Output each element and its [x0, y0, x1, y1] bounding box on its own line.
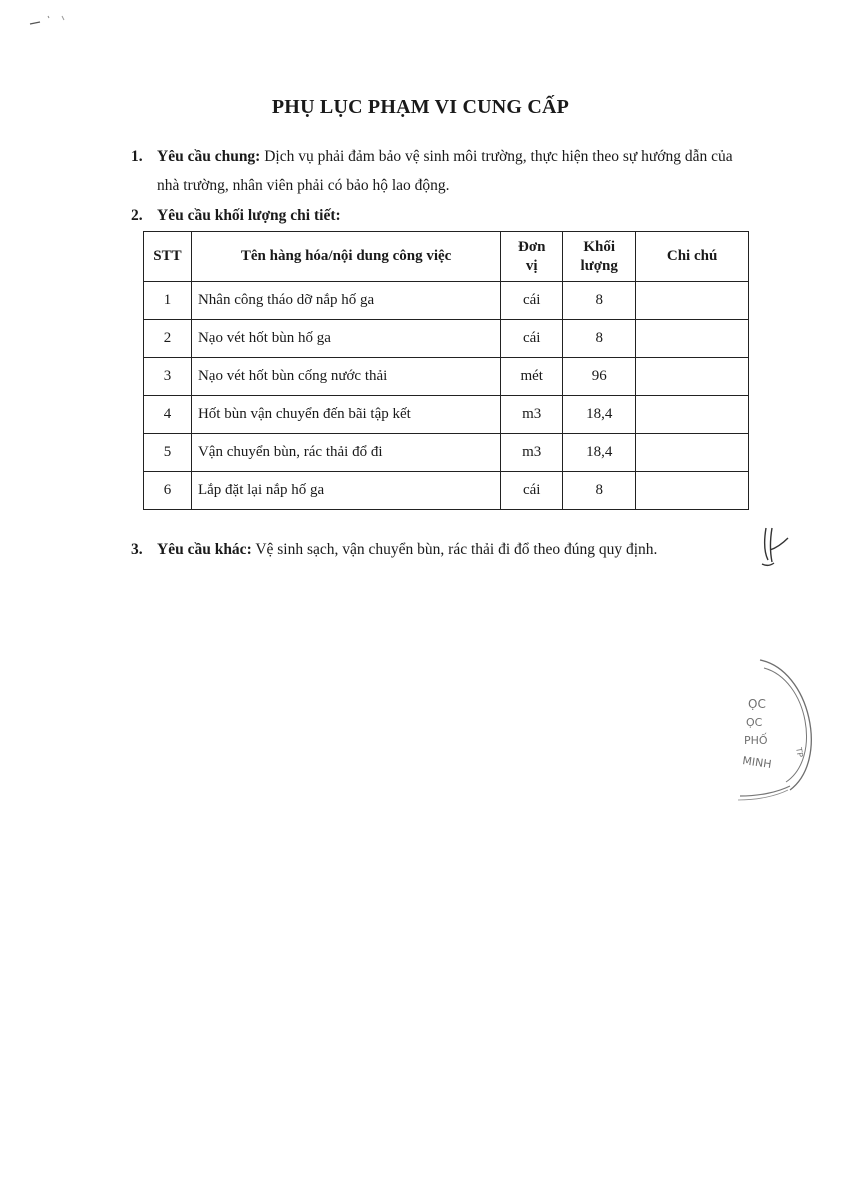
- cell-unit: cái: [501, 320, 563, 358]
- cell-unit: cái: [501, 282, 563, 320]
- requirement-number: 3.: [131, 541, 143, 558]
- requirement-text: Dịch vụ phải đảm bảo vệ sinh môi trường, thực hiện theo sự hướng dẫn của nhà trường, nhân viên phải có bảo hộ lao động.: [157, 148, 733, 194]
- cell-quantity: 8: [563, 320, 636, 358]
- cell-item-name: Nạo vét hốt bùn hố ga: [191, 320, 500, 358]
- header-quantity: Khối lượng: [563, 232, 636, 282]
- stamp: [738, 660, 811, 800]
- cell-stt: 2: [144, 320, 192, 358]
- page-title: PHỤ LỤC PHẠM VI CUNG CẤP: [271, 96, 570, 118]
- cell-quantity: 18,4: [563, 396, 636, 434]
- requirement-heading: Yêu cầu khác:: [157, 541, 252, 558]
- cell-unit: m3: [501, 434, 563, 472]
- signature-initials: [762, 528, 788, 565]
- header-unit: Đơn vị: [501, 232, 563, 282]
- cell-item-name: Lắp đặt lại nắp hố ga: [191, 472, 500, 510]
- stamp-text: TP: [794, 746, 805, 758]
- stamp-text: ỌC: [746, 716, 763, 729]
- header-stt: STT: [144, 232, 192, 282]
- requirement-text: Vệ sinh sạch, vận chuyển bùn, rác thải đi đổ theo đúng quy định.: [251, 541, 658, 558]
- requirement-heading: Yêu cầu khối lượng chi tiết:: [157, 207, 341, 224]
- cell-unit: mét: [501, 358, 563, 396]
- cell-quantity: 8: [563, 282, 636, 320]
- stamp-text: MINH: [741, 754, 773, 772]
- cell-quantity: 8: [563, 472, 636, 510]
- cell-item-name: Hốt bùn vận chuyển đến bãi tập kết: [191, 396, 500, 434]
- scan-speck: [48, 16, 49, 18]
- cell-stt: 1: [144, 282, 192, 320]
- cell-stt: 3: [144, 358, 192, 396]
- stamp-text: PHỐ: [744, 734, 768, 747]
- scan-speck: [62, 16, 64, 20]
- requirement-number: 2.: [131, 207, 143, 224]
- requirement-number: 1.: [131, 148, 143, 165]
- cell-stt: 5: [144, 434, 192, 472]
- cell-quantity: 96: [563, 358, 636, 396]
- cell-item-name: Nạo vét hốt bùn cống nước thải: [191, 358, 500, 396]
- cell-item-name: Nhân công tháo dỡ nắp hố ga: [191, 282, 500, 320]
- scan-speck: [30, 22, 40, 24]
- header-note: Chi chú: [636, 232, 749, 282]
- cell-stt: 4: [144, 396, 192, 434]
- cell-stt: 6: [144, 472, 192, 510]
- cell-unit: m3: [501, 396, 563, 434]
- requirement-heading: Yêu cầu chung:: [157, 148, 261, 165]
- stamp-text: ỌC: [748, 697, 766, 711]
- header-item-name: Tên hàng hóa/nội dung công việc: [191, 232, 500, 282]
- cell-item-name: Vận chuyển bùn, rác thải đổ đi: [191, 434, 500, 472]
- cell-quantity: 18,4: [563, 434, 636, 472]
- cell-unit: cái: [501, 472, 563, 510]
